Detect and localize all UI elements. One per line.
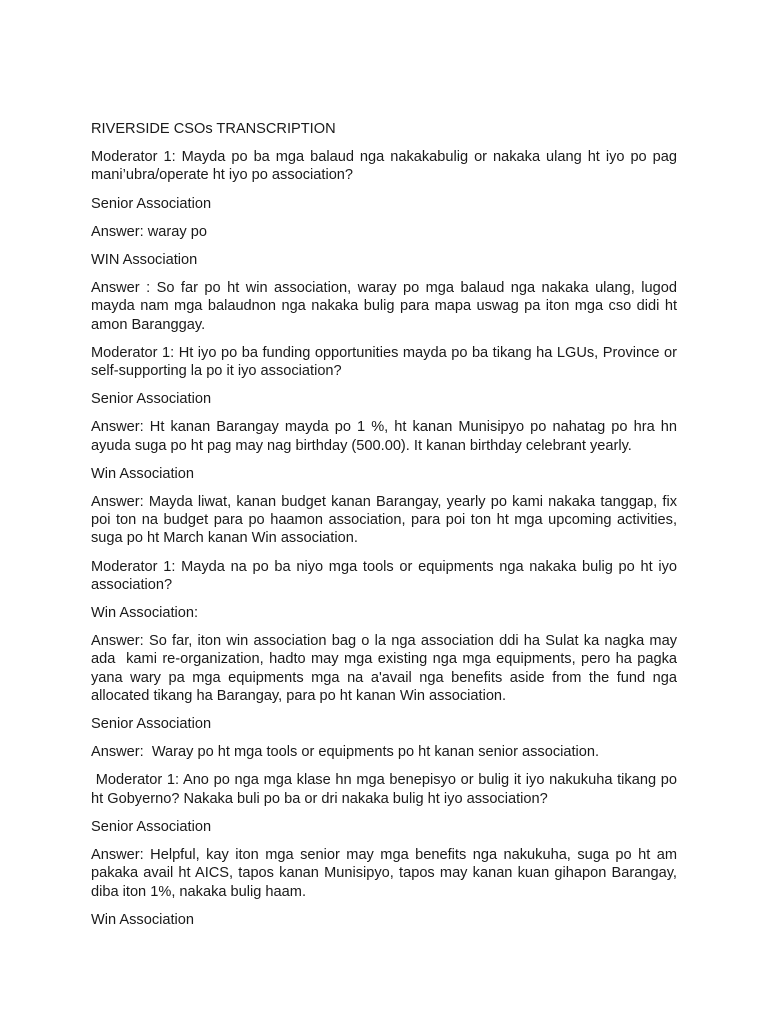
transcript-paragraph: Moderator 1: Ht iyo po ba funding opportunities mayda po ba tikang ha LGUs, Province or self-supporting la po it iyo association?	[91, 344, 682, 380]
transcript-body	[91, 148, 682, 929]
transcript-paragraph: Senior Association	[91, 716, 212, 733]
transcript-paragraph: Win Association	[91, 465, 195, 482]
transcript-paragraph: Answer: Ht kanan Barangay mayda po 1 %, ht kanan Munisipyo po nahatag po hra hn ayuda suga po ht pag may nag birthday (500.00). It kanan birthday celebrant yearly.	[91, 419, 682, 454]
transcript-paragraph: Senior Association	[91, 195, 212, 212]
transcript-paragraph: WIN Association	[91, 252, 198, 269]
transcript-paragraph: Win Association	[91, 911, 195, 928]
transcript-paragraph: Answer: Mayda liwat, kanan budget kanan Barangay, yearly po kami nakaka tanggap, fix poi ton na budget para po haamon association, para poi ton ht mga upcoming activities, suga po ht March kanan Win association.	[91, 494, 682, 547]
transcript-paragraph: Answer: waray po	[91, 223, 207, 240]
transcript-paragraph: Win Association:	[91, 605, 199, 622]
transcript-paragraph: Answer: Waray po ht mga tools or equipments po ht kanan senior association.	[91, 744, 600, 761]
transcript-paragraph: Senior Association	[91, 391, 212, 408]
document-page	[91, 120, 682, 939]
transcript-paragraph: Moderator 1: Mayda na po ba niyo mga tools or equipments nga nakaka bulig po ht iyo association?	[91, 558, 682, 593]
transcript-paragraph: Moderator 1: Mayda po ba mga balaud nga nakakabulig or nakaka ulang ht iyo po pag mani’ubra/operate ht iyo po association?	[91, 149, 682, 184]
transcript-paragraph: Answer : So far po ht win association, waray po mga balaud nga nakaka ulang, lugod mayda nam mga balaudnon nga nakaka bulig para mapa uswag pa iton mga cso didi ht amon Baranggay.	[91, 280, 682, 333]
document-title: RIVERSIDE CSOs TRANSCRIPTION	[91, 121, 336, 137]
transcript-paragraph: Answer: Helpful, kay iton mga senior may mga benefits nga nakukuha, suga po ht am pakaka avail ht AICS, tapos kanan Munisipyo, tapos may kanan kuan gihapon Barangay, diba iton 1%, nakaka bulig haam.	[91, 847, 682, 900]
transcript-paragraph: Senior Association	[91, 818, 212, 835]
transcript-paragraph: Answer: So far, iton win association bag o la nga association ddi ha Sulat ka nagka may ada kami re-organization, hadto may mga existing nga mga equipments, pero ha pagka yana wary pa mga equipments mga na a'avail nga benefits aside from the fund nga allocated tikang ha Barangay, para po ht kanan Win association.	[91, 633, 682, 704]
transcript-paragraph: Moderator 1: Ano po nga mga klase hn mga benepisyo or bulig it iyo nakukuha tikang po ht Gobyerno? Nakaka buli po ba or dri nakaka bulig ht iyo association?	[91, 772, 682, 807]
